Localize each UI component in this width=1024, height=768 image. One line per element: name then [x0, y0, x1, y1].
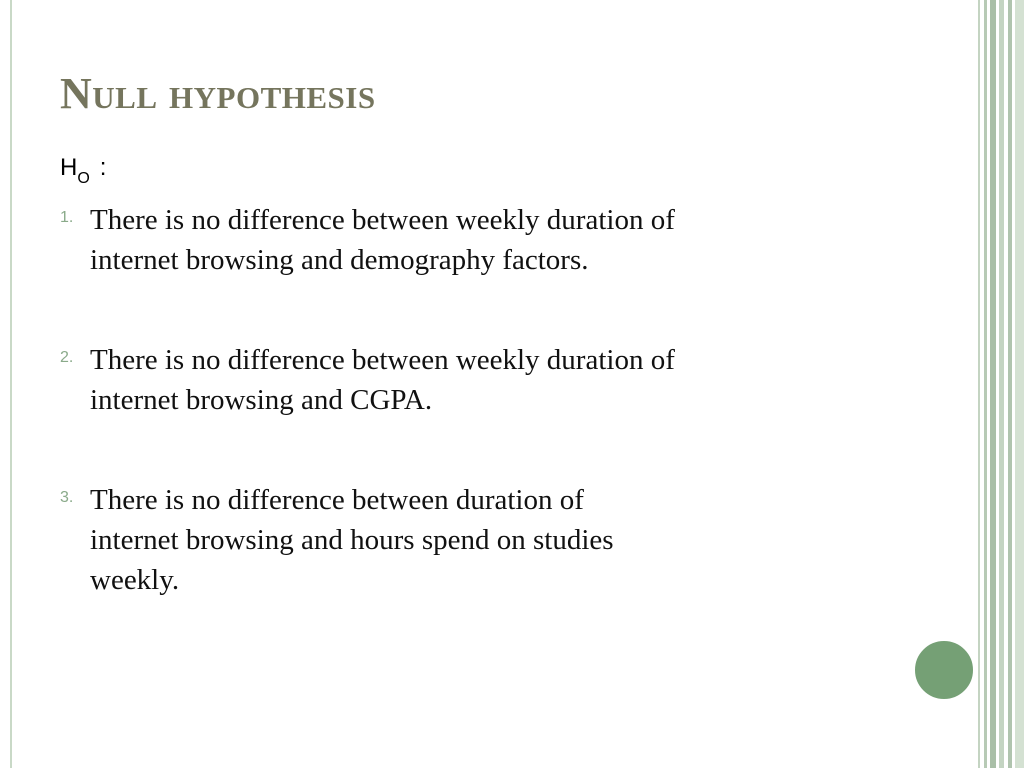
slide-title: Null hypothesis — [60, 69, 376, 118]
right-border-stripe — [999, 0, 1004, 768]
right-border-stripe — [984, 0, 987, 768]
green-circle-icon — [913, 639, 975, 701]
hypothesis-subscript: O — [77, 170, 90, 187]
left-border-line — [10, 0, 12, 768]
hypothesis-separator: : — [99, 154, 107, 181]
list-item-number: 3. — [60, 489, 74, 506]
right-border-stripe — [978, 0, 980, 768]
list-item-line: internet browsing and hours spend on studies — [90, 524, 614, 556]
list-item-line: There is no difference between duration of — [90, 484, 584, 516]
right-border-stripe — [1008, 0, 1012, 768]
list-item-line: There is no difference between weekly duration of — [90, 204, 675, 236]
list-item-number: 1. — [60, 209, 74, 226]
list-item-line: weekly. — [90, 564, 180, 596]
right-border-stripe — [990, 0, 996, 768]
hypothesis-label — [60, 154, 107, 187]
hypothesis-main: H — [60, 154, 78, 181]
list-item-line: internet browsing and demography factors. — [90, 244, 589, 276]
list-item-text — [90, 340, 890, 420]
list-item-line: There is no difference between weekly duration of — [90, 344, 675, 376]
list-item-line: internet browsing and CGPA. — [90, 384, 433, 416]
list-item-text — [90, 200, 890, 280]
list-item-text — [90, 480, 890, 600]
list-item-number: 2. — [60, 349, 74, 366]
right-border-stripe — [1015, 0, 1024, 768]
